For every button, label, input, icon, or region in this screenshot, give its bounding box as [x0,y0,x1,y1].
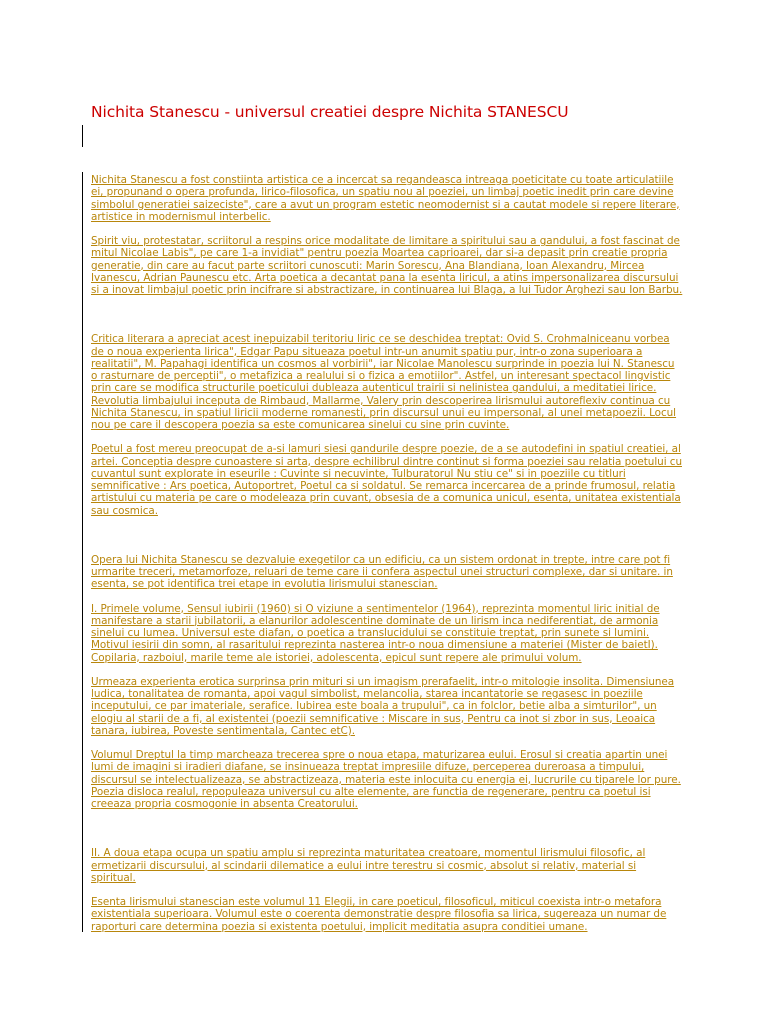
paragraph-poetul[interactable]: Poetul a fost mereu preocupat de a-si lamuri siesi gandurile despre poezie, de a se autodefini in spatiul creatiei, al artei. Conceptia despre cunoastere si arta, despre echilibrul dintre continut si forma poeziei sau relatia poetului cu cuvantul sunt explorate in eseurile : Cuvinte si necuvinte, Tulburatorul Nu stiu ce" si in poeziile cu titluri semnificative : Ars poetica, Autoportret, Poetul ca si soldatul. Se remarca incercarea de a prinde frumosul, relatia artistului cu materia pe care o modeleaza prin cuvant, obsesia de a comunica unicul, esenta, unitatea existentiala sau cosmica. [91,443,682,517]
paragraph-elegii[interactable]: Esenta lirismului stanescian este volumul 11 Elegii, in care poeticul, filosoficul, miticul coexista intr-o metafora existentiala superioara. Volumul este o coerenta demonstratie despre filosofia sa lirica, sugereaza un numar de raporturi care determina poezia si existenta poetului, implicit meditatia asupra conditiei umane. [91,896,667,933]
paragraph-critica[interactable]: Critica literara a apreciat acest inepuizabil teritoriu liric ce se deschidea treptat: Ovid S. Crohmalniceanu vorbea de o noua experienta lirica", Edgar Papu situeaza poetul intr-un anumit spatiu pur, intr-o zona superioara a realitatii", M. Papahagi identifica un cosmos al vorbirii", iar Nicolae Manolescu surprinde in poezia lui N. Stanescu o rasturnare de perceptii", o metafizica a realului si o fizica a emotiilor". Astfel, un interesant spectacol lingvistic prin care se modifica structurile poeticului dubleaza autenticul trairii si nelinistea gandului, a meditatiei lirice. Revolutia limbajului inceputa de Rimbaud, Mallarme, Valery prin descoperirea lirismului autoreflexiv continua cu Nichita Stanescu, in spatiul liricii moderne romanesti, prin discursul unui eu impersonal, al unei metapoezii. Locul nou pe care il descopera poezia sa este comunicarea sinelui cu sine prin cuvinte. [91,333,677,431]
margin-rule [82,172,83,932]
paragraph-intro[interactable]: Nichita Stanescu a fost constiinta artistica ce a incercat sa regandeasca intreaga poeticitate cu toate articulatiile ei, propunand o opera profunda, lirico-filosofica, un spatiu nou al poeziei, un limbaj poetic inedit prin care devine simbolul generatiei saizeciste", care a avut un program estetic neomodernist si a cautat modele si repere literare, artistice in modernismul interbelic. [91,174,680,223]
paragraph-spirit[interactable]: Spirit viu, protestatar, scriitorul a respins orice modalitate de limitare a spiritului sau a gandului, a fost fascinat de mitul Nicolae Labis", pe care 1-a invidiat" pentru poezia Moartea caprioarei, dar si-a depasit prin creatie propria generatie, din care au facut parte scriitori cunoscuti: Marin Sorescu, Ana Blandiana, Ioan Alexandru, Mircea Ivanescu, Adrian Paunescu etc. Arta poetica a decantat pana la esenta liricul, a atins impersonalizarea discursului si a inovat limbajul poetic prin incifrare si abstractizare, in continuarea lui Blaga, a lui Tudor Arghezi sau Ion Barbu. [91,235,683,296]
paragraph-etapa-2[interactable]: II. A doua etapa ocupa un spatiu amplu si reprezinta maturitatea creatoare, momentul lirismului filosofic, al ermetizarii discursului, al scindarii dilematice a eului intre terestru si cosmic, absolut si relativ, material si spiritual. [91,847,646,884]
paragraph-etapa-1[interactable]: I. Primele volume, Sensul iubirii (1960) si O viziune a sentimentelor (1964), reprezinta momentul liric initial de manifestare a starii jubilatorii, a elanurilor adolescentine dominate de un lirism inca nediferentiat, de armonia sinelui cu lumea. Universul este diafan, o poetica a translucidului se constituie treptat, prin sunete si lumini. Motivul iesirii din somn, al rasaritului reprezinta nasterea intr-o noua dimensiune a materiei (Mister de baietI). Copilaria, razboiul, marile teme ale istoriei, adolescenta, epicul sunt repere ale primului volum. [91,602,660,664]
paragraph-dreptul[interactable]: Volumul Dreptul la timp marcheaza trecerea spre o noua etapa, maturizarea eului. Erosul si creatia apartin unei lumi de imagini si iradieri diafane, se insinueaza treptat impresiile difuze, perceperea dureroasa a timpului, discursul se intelectualizeaza, se abstractizeaza, materia este inlocuita cu energia ei, lucrurile cu tiparele lor pure. Poezia disloca realul, repopuleaza universul cu alte elemente, are functia de regenerare, pentru ca poetul isi creeaza propria cosmogonie in absenta Creatorului. [91,749,681,810]
paragraph-opera[interactable]: Opera lui Nichita Stanescu se dezvaluie exegetilor ca un edificiu, ca un sistem ordonat in trepte, intre care pot fi urmarite treceri, metamorfoze, reluari de teme care ii confera aspectul unei structuri complexe, dar si unitare. in esenta, se pot identifica trei etape in evolutia lirismului stanescian. [91,553,673,591]
document-title: Nichita Stanescu - universul creatiei despre Nichita STANESCU [91,103,569,121]
paragraph-erotica[interactable]: Urmeaza experienta erotica surprinsa prin mituri si un imagism prerafaelit, intr-o mitologie insolita. Dimensiunea ludica, tonalitatea de romanta, apoi vagul simbolist, melancolia, starea incantatorie se regasesc in poeziile inceputului, ce par imateriale, serafice. Iubirea este boala a trupului", ca in folclor, betie alba a simturilor", un elogiu al starii de a fi, al existentei (poezii semnificative : Miscare in sus, Pentru ca inot si zbor in sus, Leoaica tanara, iubirea, Poveste sentimentala, Cantec etC). [91,675,675,737]
margin-rule-top [82,125,83,147]
document-body [91,174,683,933]
